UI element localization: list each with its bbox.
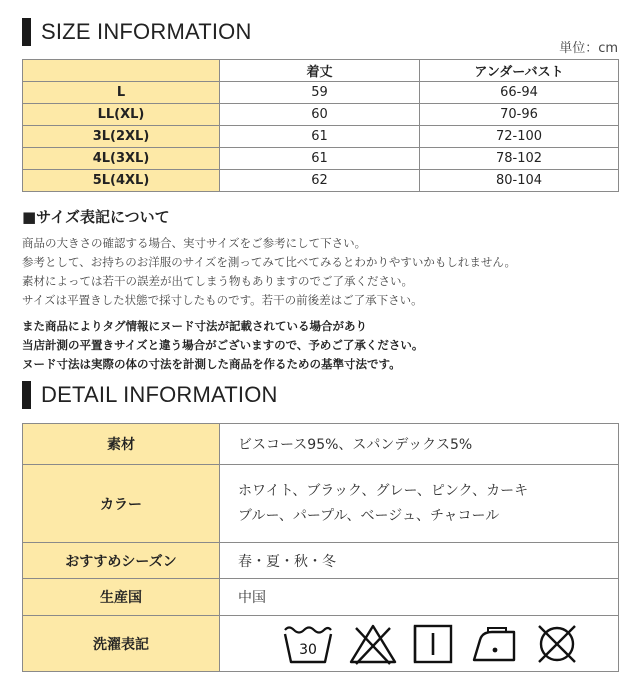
underbust-header: アンダーバスト	[420, 60, 619, 82]
length-cell: 61	[220, 126, 420, 148]
note-line: 参考として、お持ちのお洋服のサイズを測ってみて比べてみるとわかりやすいかもしれません。	[22, 255, 517, 269]
note-line: 商品の大きさの確認する場合、実寸サイズをご参考にして下さい。	[22, 236, 367, 250]
length-cell: 60	[220, 104, 420, 126]
table-row	[23, 148, 619, 170]
bold-note-line: 当店計測の平置きサイズと違う場合がございますので、予めご了承ください。	[22, 338, 424, 352]
underbust-cell: 78-102	[420, 148, 619, 170]
season-value: 春・夏・秋・冬	[220, 543, 619, 579]
origin-row	[23, 579, 619, 616]
low-iron-icon	[468, 622, 520, 666]
color-row	[23, 465, 619, 543]
nude-size-notes	[22, 317, 423, 374]
underbust-cell: 70-96	[420, 104, 619, 126]
size-cell: 4L(3XL)	[23, 148, 220, 170]
wash-30-icon	[282, 622, 334, 666]
underbust-cell: 80-104	[420, 170, 619, 192]
care-row	[23, 616, 619, 672]
size-table-header-row	[23, 60, 619, 82]
color-label: カラー	[23, 465, 220, 543]
no-dry-clean-icon	[534, 622, 580, 666]
wash-temp-label: 30	[299, 641, 317, 658]
color-value	[220, 465, 619, 543]
material-label: 素材	[23, 424, 220, 465]
detail-information-title: DETAIL INFORMATION	[41, 382, 278, 407]
table-row	[23, 170, 619, 192]
length-cell: 62	[220, 170, 420, 192]
size-information-title: SIZE INFORMATION	[41, 19, 252, 44]
size-cell: 5L(4XL)	[23, 170, 220, 192]
no-bleach-icon	[348, 622, 398, 666]
size-cell: LL(XL)	[23, 104, 220, 126]
season-label: おすすめシーズン	[23, 543, 220, 579]
season-row	[23, 543, 619, 579]
note-line: 素材によっては若干の誤差が出てしまう物もありますのでご了承ください。	[22, 274, 413, 288]
length-header: 着丈	[220, 60, 420, 82]
care-label: 洗濯表記	[23, 616, 220, 672]
bold-note-line: ヌード寸法は実際の体の寸法を計測した商品を作るための基準寸法です。	[22, 357, 401, 371]
origin-label: 生産国	[23, 579, 220, 616]
length-cell: 59	[220, 82, 420, 104]
underbust-cell: 66-94	[420, 82, 619, 104]
care-icons	[238, 622, 600, 666]
underbust-cell: 72-100	[420, 126, 619, 148]
origin-value: 中国	[220, 579, 619, 616]
table-row	[23, 104, 619, 126]
size-cell: L	[23, 82, 220, 104]
line-dry-icon	[412, 622, 454, 666]
color-line: ブルー、パープル、ベージュ、チャコール	[238, 507, 500, 524]
length-cell: 61	[220, 148, 420, 170]
section-marker	[22, 381, 31, 409]
color-line: ホワイト、ブラック、グレー、ピンク、カーキ	[238, 482, 529, 499]
size-cell: 3L(2XL)	[23, 126, 220, 148]
detail-information-header	[22, 381, 278, 409]
size-information-header	[22, 18, 252, 46]
size-notes	[22, 234, 516, 310]
size-table	[22, 59, 619, 192]
section-marker	[22, 18, 31, 46]
size-header-blank	[23, 60, 220, 82]
unit-label: 単位：cm	[559, 41, 618, 56]
bold-note-line: また商品によりタグ情報にヌード寸法が記載されている場合があり	[22, 319, 367, 333]
care-value	[220, 616, 619, 672]
material-row	[23, 424, 619, 465]
material-value: ビスコース95%、スパンデックス5%	[220, 424, 619, 465]
table-row	[23, 82, 619, 104]
detail-table	[22, 423, 619, 672]
size-notes-title: ■サイズ表記について	[22, 208, 170, 226]
note-line: サイズは平置きした状態で採寸したものです。若干の前後差はご了承下さい。	[22, 293, 423, 307]
table-row	[23, 126, 619, 148]
